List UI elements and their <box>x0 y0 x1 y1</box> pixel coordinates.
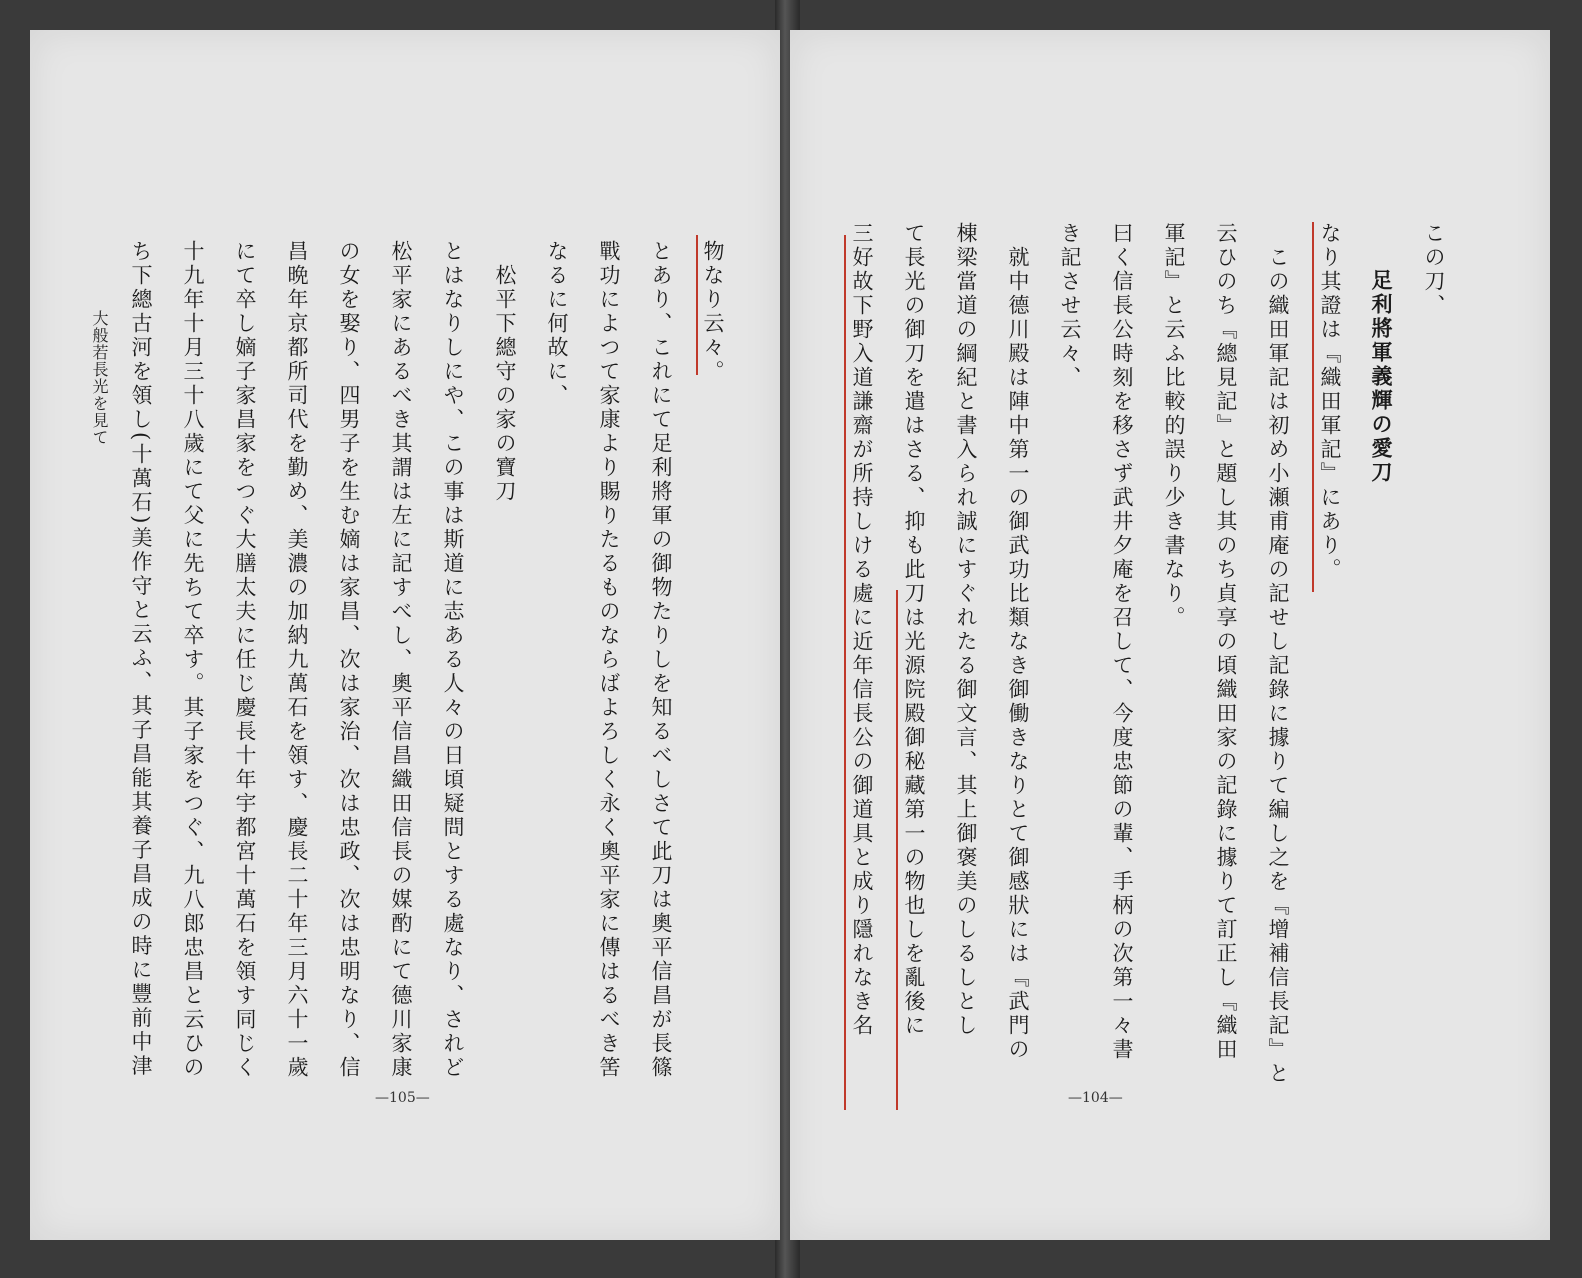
text-column: この刀、 <box>1422 222 1446 318</box>
text-column: 三好故下野入道謙齋が所持しける處に近年信長公の御道具と成り隱れなき名 <box>850 222 874 1038</box>
text-column: 松平家にあるべき其謂は左に記すべし、奧平信昌織田信長の媒酌にて德川家康 <box>389 240 413 1080</box>
text-column: なり其證は『織田軍記』にあり。 <box>1318 222 1342 582</box>
text-column: 就中德川殿は陣中第一の御武功比類なき御働きなりとて御感狀には『武門の <box>1006 222 1030 1062</box>
red-margin-mark <box>696 235 698 375</box>
text-column: 棟梁當道の綱紀と書入られ誠にすぐれたる御文言、其上御褒美のしるしとし <box>954 222 978 1038</box>
page-number: —105— <box>375 1090 430 1106</box>
text-column: 十九年十月三十八歲にて父に先ちて卒す。其子家をつぐ、九八郎忠昌と云ひの <box>181 240 205 1080</box>
text-column: 松平下總守の家の寶刀 <box>493 240 517 504</box>
running-header: 大般若長光を見て <box>90 310 109 446</box>
text-column: の女を娶り、四男子を生む嫡は家昌、次は家治、次は忠政、次は忠明なり、信 <box>337 240 361 1080</box>
text-column: にて卒し嫡子家昌家をつぐ大膳太夫に任じ慶長十年宇都宮十萬石を領す同じく <box>233 240 257 1080</box>
red-margin-mark <box>844 235 846 1110</box>
red-margin-mark <box>1312 222 1314 592</box>
page-number: —104— <box>1068 1090 1123 1106</box>
text-column: なるに何故に、 <box>545 240 569 408</box>
text-column: 曰く信長公時刻を移さず武井夕庵を召して、今度忠節の輩、手柄の次第一々書 <box>1110 222 1134 1062</box>
text-column: 足利將軍義輝の愛刀 <box>1369 245 1394 485</box>
text-column: ち下總古河を領し(十萬石)美作守と云ふ、其子昌能其養子昌成の時に豐前中津 <box>129 240 153 1079</box>
text-column: 物なり云々。 <box>701 240 725 384</box>
left-page <box>30 30 780 1240</box>
text-column: 戰功によつて家康より賜りたるものならばよろしく永く奧平家に傳はるべき筈 <box>597 240 621 1080</box>
text-column: 昌晩年京都所司代を勤め、美濃の加納九萬石を領す、慶長二十年三月六十一歲 <box>285 240 309 1080</box>
right-page <box>790 30 1550 1240</box>
text-column: とあり、これにて足利將軍の御物たりしを知るべしさて此刀は奧平信昌が長篠 <box>649 240 673 1080</box>
text-column: 云ひのち『總見記』と題し其のち貞享の頃織田家の記錄に據りて訂正し『織田 <box>1214 222 1238 1062</box>
text-column: 軍記』と云ふ比較的誤り少き書なり。 <box>1162 222 1186 630</box>
text-column: て長光の御刀を遣はさる、抑も此刀は光源院殿御秘藏第一の物也しを亂後に <box>902 222 926 1038</box>
text-column: この織田軍記は初め小瀬甫庵の記せし記錄に據りて編し之を『增補信長記』と <box>1266 222 1290 1086</box>
text-column: き記させ云々、 <box>1058 222 1082 390</box>
text-column: とはなりしにや、この事は斯道に志ある人々の日頃疑問とする處なり、されど <box>441 240 465 1080</box>
red-margin-mark <box>896 590 898 1110</box>
